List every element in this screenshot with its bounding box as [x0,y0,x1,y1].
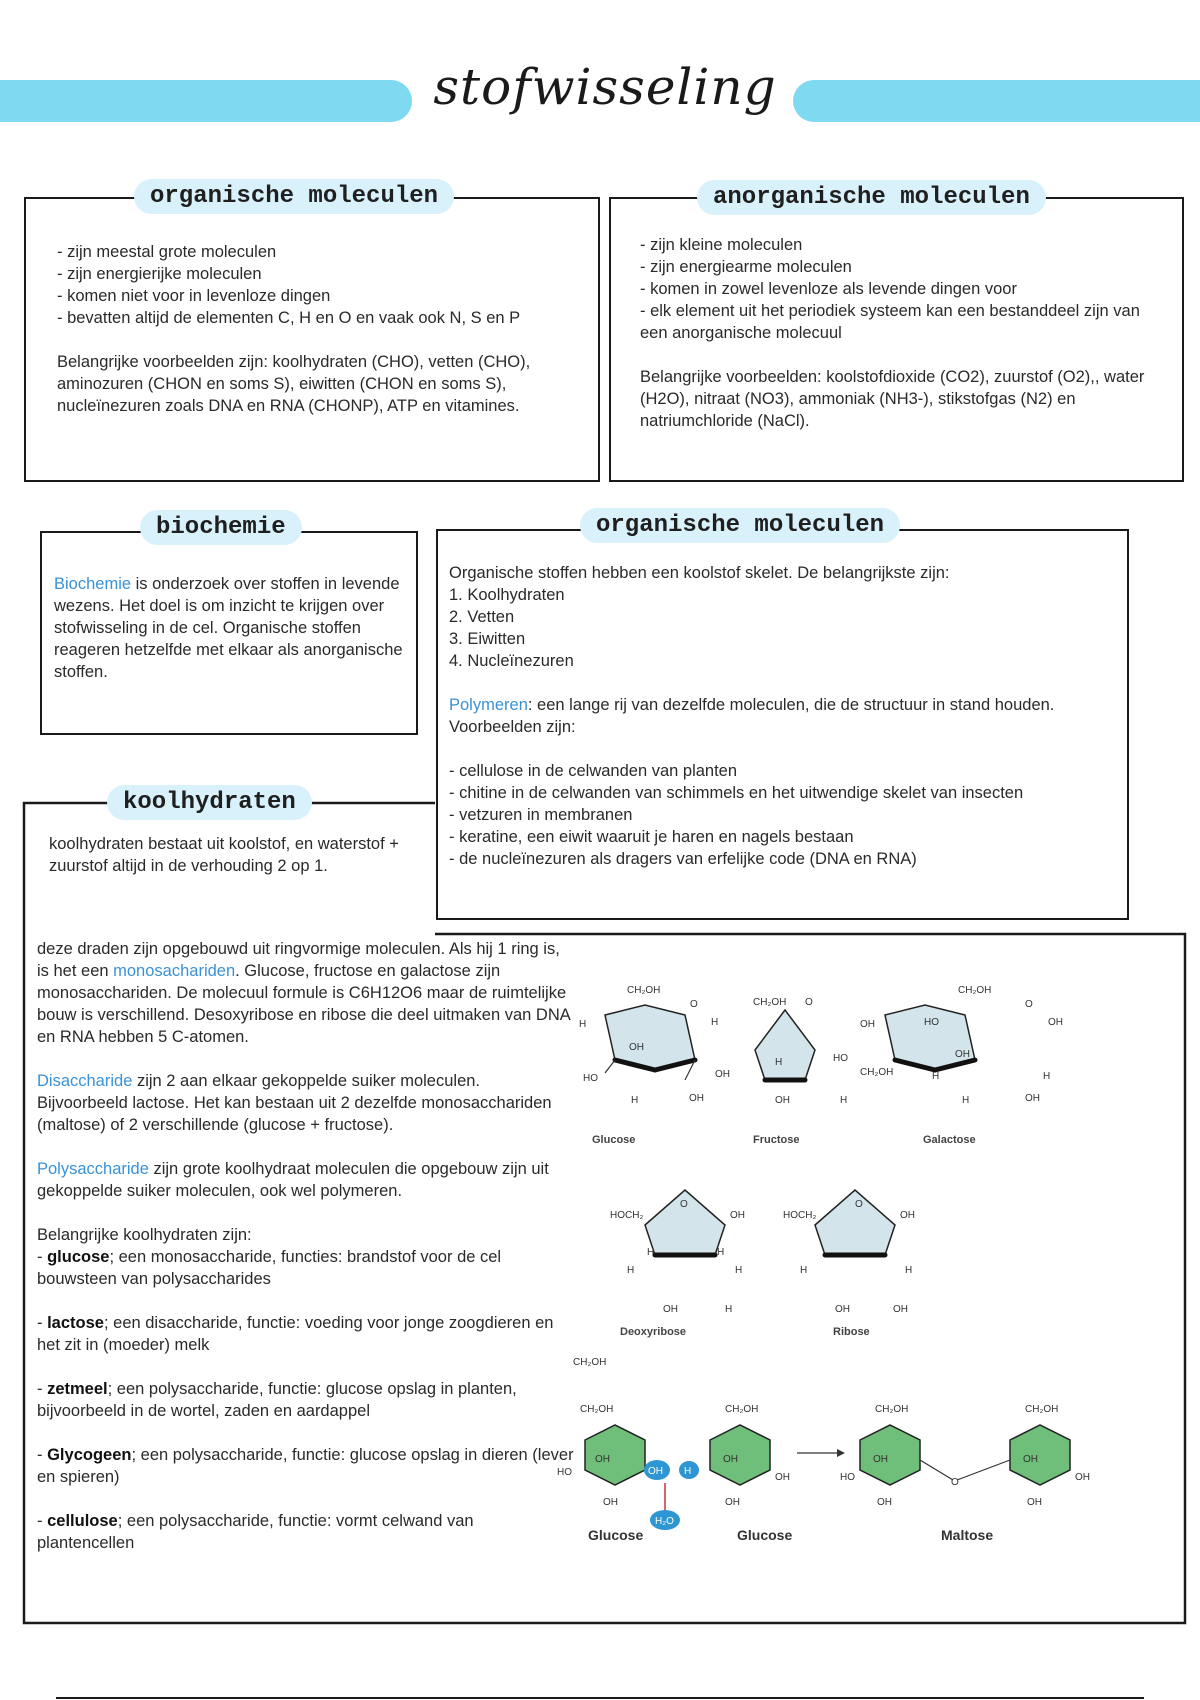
svg-text:H₂O: H₂O [655,1516,674,1527]
polymer-example: - chitine in de celwanden van schimmels en het uitwendige skelet van insecten [449,784,1024,802]
svg-text:H: H [735,1265,743,1276]
svg-text:H: H [631,1095,639,1106]
organische-top-bullet: - zijn energierijke moleculen [57,265,262,283]
svg-text:OH: OH [595,1454,610,1465]
fructose-structure [753,997,893,1146]
biochemie-text: is onderzoek over stoffen in levende wezens. Het doel is om inzicht te krijgen over stofwisseling in de cel. Organische stoffen reageren hetzelfde met elkaar als anorganische stoffen. [54,575,403,681]
svg-text:O: O [855,1199,863,1210]
svg-text:OH: OH [603,1497,618,1508]
svg-text:OH: OH [877,1497,892,1508]
carb-item-text: ; een disaccharide, functie: voeding voor jonge zoogdieren en het zit in (moeder) melk [37,1314,554,1354]
svg-text:CH₂OH: CH₂OH [875,1404,909,1415]
svg-text:HOCH₂: HOCH₂ [610,1210,644,1221]
carb-item: - Glycogeen; een polysaccharide, functie: glucose opslag in dieren (lever en spieren) [37,1446,574,1486]
organische-mid-heading: organische moleculen [580,508,900,543]
carb-item: - cellulose; een polysaccharide, functie: vormt celwand van plantencellen [37,1512,474,1552]
svg-text:OH: OH [1023,1454,1038,1465]
page-title: stofwisseling [433,58,777,116]
glucose-structure [579,985,730,1146]
organische-mid-list-item: 3. Eiwitten [449,630,526,648]
maltose-ring-b [1010,1425,1070,1485]
fructose-ring [755,1010,815,1080]
organische-top-bullet: - zijn meestal grote moleculen [57,243,277,261]
svg-text:H: H [1043,1071,1051,1082]
svg-text:OH: OH [893,1304,908,1315]
polysaccharide-term: Polysaccharide [37,1160,149,1178]
carb-item-name: Glycogeen [47,1446,132,1464]
svg-text:OH: OH [730,1210,745,1221]
glucose-a-label: Glucose [588,1527,644,1543]
svg-text:OH: OH [775,1095,790,1106]
svg-text:H: H [932,1071,940,1082]
svg-text:CH₂OH: CH₂OH [725,1404,759,1415]
organische-top-content [57,241,592,417]
svg-text:OH: OH [1075,1472,1090,1483]
monosachariden-term: monosachariden [113,962,236,980]
organische-top-bullet: - komen niet voor in levenloze dingen [57,287,331,305]
anorganische-bullet: - zijn kleine moleculen [640,236,803,254]
polysaccharide-text: zijn grote koolhydraat moleculen die opgebouw zijn uit gekoppelde suiker moleculen, ook wel polymeren. [37,1160,549,1200]
svg-text:OH: OH [900,1210,915,1221]
footer-divider [56,1697,1144,1699]
svg-text:OH: OH [1048,1017,1063,1028]
svg-text:CH₂OH: CH₂OH [753,997,787,1008]
organische-top-examples: Belangrijke voorbeelden zijn: koolhydraten (CHO), vetten (CHO), aminozuren (CHON en soms S), eiwitten (CHON en soms S), nucleïnezuren zoals DNA en RNA (CHONP), ATP en vitamines. [57,353,531,415]
svg-text:OH: OH [860,1019,875,1030]
svg-text:OH: OH [723,1454,738,1465]
svg-text:HO: HO [924,1017,939,1028]
koolhydraten-content [37,938,575,1554]
glucose-b-label: Glucose [737,1527,793,1543]
svg-text:CH₂OH: CH₂OH [958,985,992,996]
svg-text:O: O [690,999,698,1010]
svg-text:H: H [962,1095,970,1106]
polymer-example: - keratine, een eiwit waaruit je haren en nagels bestaan [449,828,854,846]
carb-item-text: ; een monosaccharide, functies: brandstof voor de cel bouwsteen van polysaccharides [37,1248,502,1288]
organische-mid-intro: Organische stoffen hebben een koolstof skelet. De belangrijkste zijn: [449,564,950,582]
svg-text:H: H [711,1017,719,1028]
svg-text:H: H [905,1265,913,1276]
svg-text:H: H [647,1247,655,1258]
ribose-label: Ribose [833,1326,870,1338]
carb-item: - lactose; een disaccharide, functie: voeding voor jonge zoogdieren en het zit in (moeder) melk [37,1314,554,1354]
carb-item-text: ; een polysaccharide, functie: vormt celwand van plantencellen [37,1512,474,1552]
svg-text:OH: OH [648,1466,663,1477]
disaccharide-text: zijn 2 aan elkaar gekoppelde suiker moleculen. Bijvoorbeeld lactose. Het kan bestaan uit 2 dezelfde monosacchariden (maltose) of 2 verschillende (glucose + fructose). [37,1072,552,1134]
svg-text:CH₂OH: CH₂OH [1025,1404,1059,1415]
svg-text:OH: OH [689,1093,704,1104]
svg-text:H: H [725,1304,733,1315]
organische-mid-list-item: 2. Vetten [449,608,515,626]
carb-item-name: glucose [47,1248,110,1266]
biochemie-heading: biochemie [140,510,302,545]
maltose-label: Maltose [941,1527,994,1543]
carb-item-text: ; een polysaccharide, functie: glucose opslag in planten, bijvoorbeeld in de wortel, zaden en aardappel [37,1380,517,1420]
organische-mid-list-item: 4. Nucleïnezuren [449,652,574,670]
koolhydraten-heading: koolhydraten [107,785,312,820]
biochemie-term: Biochemie [54,575,132,593]
anorganische-bullet: - elk element uit het periodiek systeem kan een bestanddeel zijn van een anorganische molecuul [640,302,1140,342]
svg-text:HO: HO [840,1472,855,1483]
title-band-left [0,80,412,122]
polymer-example: - cellulose in de celwanden van planten [449,762,738,780]
carb-item-name: zetmeel [47,1380,108,1398]
maltose-ring-a [860,1425,920,1485]
svg-text:OH: OH [663,1304,678,1315]
polymer-example: - vetzuren in membranen [449,806,633,824]
glucose-a-ring [585,1425,645,1485]
koolhydraten-p1b: . Glucose, fructose en galactose zijn monosacchariden. De molecuul formule is C6H12O6 maar de ruimtelijke bouw is verschillend. Desoxyribose en ribose die deel uitmaken van DNA en RNA hebben 5 C-atomen. [37,962,570,1046]
svg-text:O: O [1025,999,1033,1010]
svg-text:CH₂OH: CH₂OH [580,1404,614,1415]
svg-text:H: H [717,1247,725,1258]
carb-item: - glucose; een monosaccharide, functies: brandstof voor de cel bouwsteen van polysaccharides [37,1248,502,1288]
sugar-structures-diagram [557,965,1180,1555]
svg-text:OH: OH [725,1497,740,1508]
svg-text:OH: OH [629,1042,644,1053]
anorganische-bullet: - zijn energiearme moleculen [640,258,852,276]
svg-text:H: H [775,1057,783,1068]
carb-item-text: ; een polysaccharide, functie: glucose opslag in dieren (lever en spieren) [37,1446,574,1486]
polymer-text: : een lange rij van dezelfde moleculen, die de structuur in stand houden. Voorbeelden zijn: [449,696,1055,736]
fructose-label: Fructose [753,1134,800,1146]
koolhydraten-p1a: deze draden zijn opgebouwd uit ringvormige moleculen. Als hij 1 ring is, is het een [37,940,560,980]
anorganische-heading: anorganische moleculen [697,180,1046,215]
svg-text:OH: OH [1025,1093,1040,1104]
polymer-term: Polymeren [449,696,528,714]
deoxyribose-structure [610,1190,745,1338]
svg-text:CH₂OH: CH₂OH [860,1067,894,1078]
anorganische-examples: Belangrijke voorbeelden: koolstofdioxide (CO2), zuurstof (O2),, water (H2O), nitraat (NO3), ammoniak (NH3-), stikstofgas (N2) en natriumchloride (NaCl). [640,368,1145,430]
svg-text:OH: OH [835,1304,850,1315]
organische-top-heading: organische moleculen [134,179,454,214]
carb-item-name: cellulose [47,1512,118,1530]
glucose-label: Glucose [592,1134,636,1146]
anorganische-bullet: - komen in zowel levenloze als levende dingen voor [640,280,1017,298]
svg-text:OH: OH [715,1069,730,1080]
deoxyribose-label: Deoxyribose [620,1326,687,1338]
svg-text:H: H [800,1265,808,1276]
svg-text:CH₂OH: CH₂OH [573,1357,607,1368]
ribose-structure [783,1190,915,1338]
svg-text:H: H [627,1265,635,1276]
title-band-right [793,80,1200,122]
important-heading: Belangrijke koolhydraten zijn: [37,1226,252,1244]
glucose-b-ring [710,1425,770,1485]
organische-top-bullet: - bevatten altijd de elementen C, H en O en vaak ook N, S en P [57,309,521,327]
carb-item: - zetmeel; een polysaccharide, functie: glucose opslag in planten, bijvoorbeeld in de wortel, zaden en aardappel [37,1380,517,1420]
svg-text:OH: OH [775,1472,790,1483]
svg-text:O: O [680,1199,688,1210]
koolhydraten-intro: koolhydraten bestaat uit koolstof, en waterstof + zuurstof altijd in de verhouding 2 op 1. [49,835,399,875]
svg-text:HO: HO [833,1053,848,1064]
svg-text:H: H [684,1466,692,1477]
anorganische-content [640,234,1160,432]
biochemie-content [54,573,414,683]
disaccharide-term: Disaccharide [37,1072,133,1090]
svg-text:OH: OH [955,1049,970,1060]
svg-text:OH: OH [873,1454,888,1465]
svg-text:HOCH₂: HOCH₂ [783,1210,817,1221]
svg-text:O: O [951,1477,959,1488]
svg-text:H: H [840,1095,848,1106]
organische-mid-list-item: 1. Koolhydraten [449,586,565,604]
svg-text:HO: HO [557,1467,572,1478]
svg-text:O: O [805,997,813,1008]
maltose-reaction [557,1357,1090,1543]
galactose-label: Galactose [923,1134,976,1146]
polymer-example: - de nucleïnezuren als dragers van erfelijke code (DNA en RNA) [449,850,917,868]
svg-text:OH: OH [1027,1497,1042,1508]
svg-text:H: H [579,1019,587,1030]
carb-item-name: lactose [47,1314,104,1332]
svg-text:HO: HO [583,1073,598,1084]
galactose-structure [885,985,1063,1146]
svg-text:CH₂OH: CH₂OH [627,985,661,996]
